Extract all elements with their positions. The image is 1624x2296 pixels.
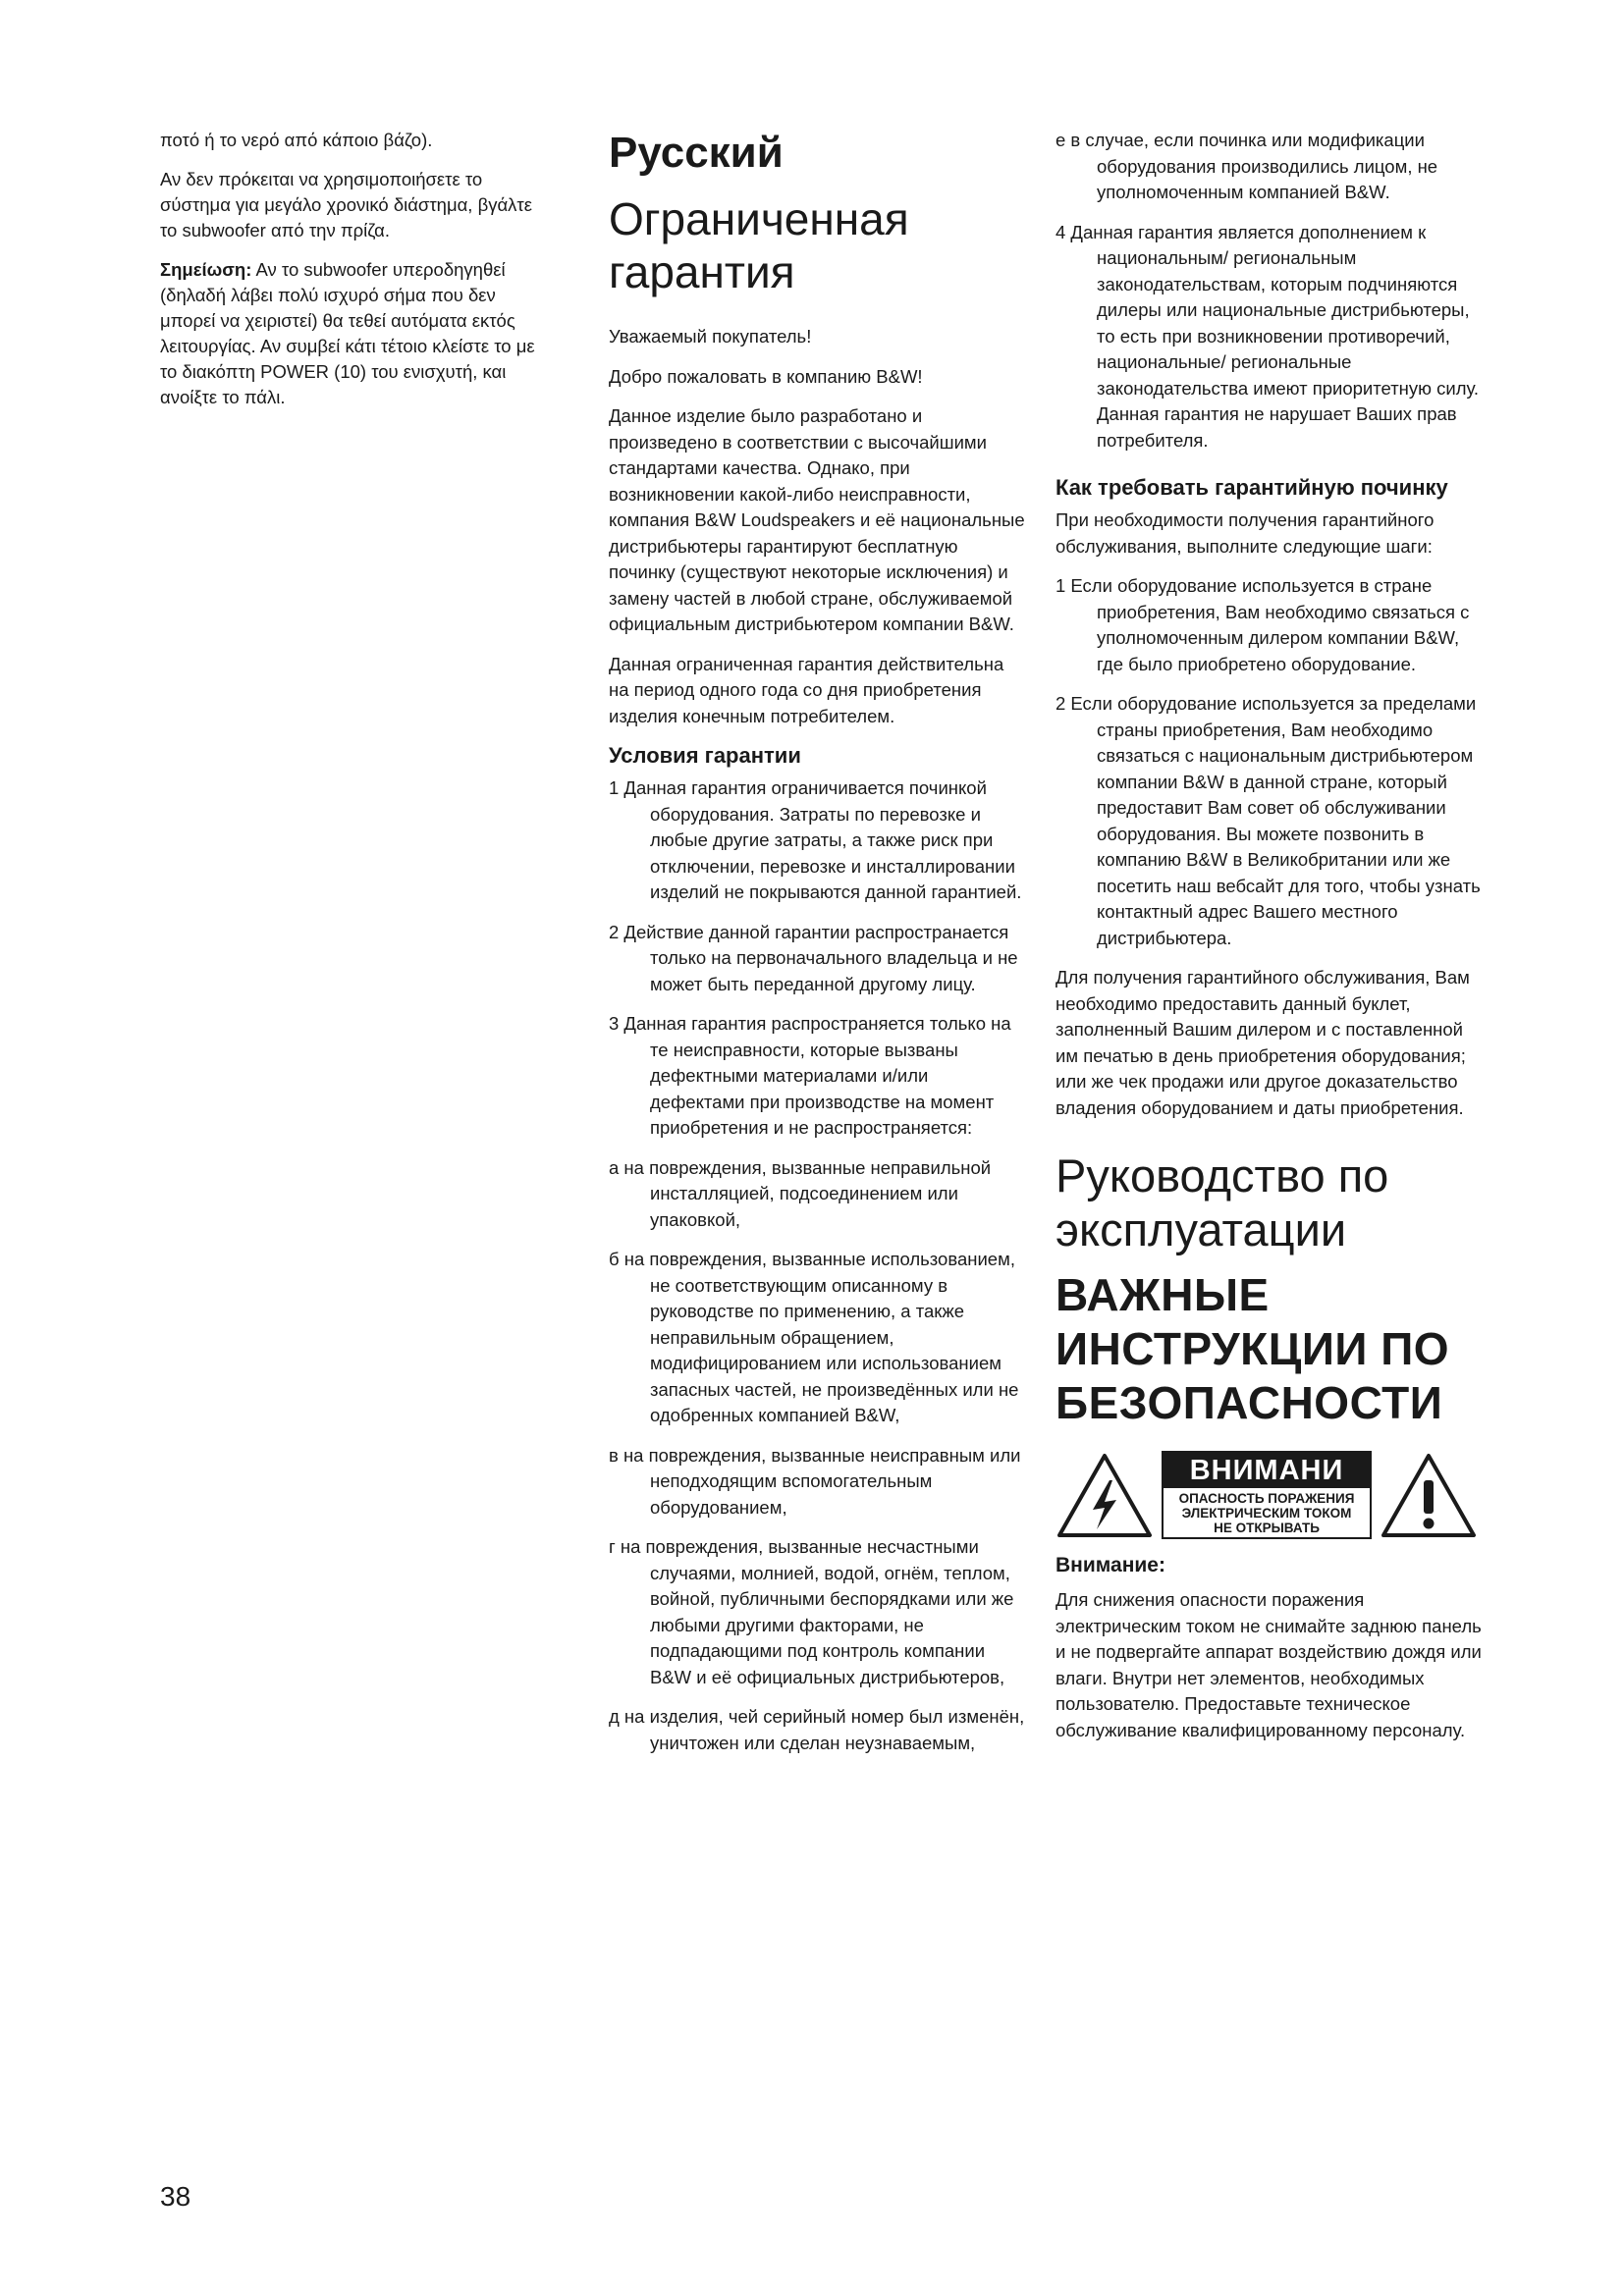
conditions-heading: Условия гарантии bbox=[609, 743, 801, 768]
manual-title: Руководство по эксплуатации bbox=[1056, 1149, 1389, 1255]
condition-subitem: д на изделия, чей серийный номер был изменён, уничтожен или сделан неузнаваемым, bbox=[609, 1706, 1025, 1753]
page-number: 38 bbox=[160, 2181, 191, 2212]
warning-label-line: ЭЛЕКТРИЧЕСКИМ ТОКОМ bbox=[1181, 1505, 1352, 1521]
condition-subitem: б на повреждения, вызванные использованием, не соответствующим описанному в руководстве по применению, а также неправильным обращением, модифицированием или использованием запасных частей, не произведённых или не одобренных компанией B&W, bbox=[609, 1249, 1019, 1425]
lightning-warning-icon bbox=[1056, 1451, 1154, 1539]
warning-label-line: НЕ ОТКРЫВАТЬ bbox=[1214, 1520, 1320, 1535]
greeting: Уважаемый покупатель! bbox=[609, 326, 812, 347]
claim-outro: Для получения гарантийного обслуживания, Вам необходимо предоставить данный буклет, заполненный Вашим дилером и с поставленной им печатью в день приобретения оборудования; или же чек продажи или другое доказательство владения оборудованием и даты приобретения. bbox=[1056, 967, 1470, 1118]
claim-heading: Как требовать гарантийную починку bbox=[1056, 475, 1448, 500]
condition-subitem: в на повреждения, вызванные неисправным или неподходящим вспомогательным оборудованием, bbox=[609, 1444, 1021, 1518]
warning-label bbox=[1162, 1451, 1372, 1539]
condition-item: 4 Данная гарантия является дополнением к национальным/ региональным законодательствам, которым подчиняются дилеры или национальные дистрибьютеры, то есть при возникновении противоречий, национальные/ региональные законодательства имеют приоритетную силу. Данная гарантия не нарушает Ваших прав потребителя. bbox=[1056, 221, 1480, 451]
intro-paragraph: Данное изделие было разработано и произведено в соответствии с высочайшими стандартами качества. Однако, при возникновении какой-либо неисправности, компания B&W Loudspeakers и её национальные дистрибьютеры гарантируют бесплатную починку (существуют некоторые исключения) и замену частей в любой стране, обслуживаемой официальным дистрибьютером компании B&W. bbox=[609, 405, 1025, 634]
greek-paragraph: Αν δεν πρόκειται να χρησιμοποιήσετε το σύστημα για μεγάλο χρονικό διάστημα, βγάλτε το subwoofer από την πρίζα. bbox=[160, 169, 532, 240]
warning-symbols bbox=[1056, 1446, 1478, 1544]
note-label: Σημείωση: bbox=[160, 259, 252, 280]
condition-subitem: а на повреждения, вызванные неправильной инсталляцией, подсоединением или упаковкой, bbox=[609, 1156, 992, 1230]
caution-heading: Внимание: bbox=[1056, 1554, 1165, 1576]
condition-subitem: е в случае, если починка или модификации оборудования производились лицом, не уполномоченным компанией B&W. bbox=[1056, 130, 1438, 202]
warning-label-text bbox=[1164, 1488, 1370, 1537]
warranty-column bbox=[609, 128, 1026, 1770]
condition-subitem: г на повреждения, вызванные несчастными случаями, молнией, водой, огнём, теплом, войной, публичными беспорядками или же любыми другими факторами, не подпадающими под контроль компании B&W и её официальных дистрибьютеров, bbox=[609, 1536, 1014, 1687]
claim-step: 2 Если оборудование используется за пределами страны приобретения, Вам необходимо связаться с национальным дистрибьютером компании B&W в данной стране, который предоставит Вам совет об обслуживании оборудования. Вы можете позвонить в компанию B&W в Великобритании или же посетить наш вебсайт для того, чтобы узнать контактный адрес Вашего местного дистрибьютера. bbox=[1056, 693, 1481, 948]
condition-item: 2 Действие данной гарантии распространается только на первоначального владельца и не может быть переданной другому лицу. bbox=[609, 921, 1018, 994]
period-paragraph: Данная ограниченная гарантия действительна на период одного года со дня приобретения изделия конечным потребителем. bbox=[609, 653, 1004, 726]
warning-label-line: ОПАСНОСТЬ ПОРАЖЕНИЯ bbox=[1178, 1490, 1355, 1506]
language-heading: Русский bbox=[609, 129, 784, 177]
caution-text: Для снижения опасности поражения электрическим током не снимайте заднюю панель и не подвергайте аппарат воздействию дождя или влаги. Внутри нет элементов, необходимых пользователю. Предоставьте техническое обслуживание квалифицированному персоналу. bbox=[1056, 1589, 1482, 1740]
claim-intro: При необходимости получения гарантийного обслуживания, выполните следующие шаги: bbox=[1056, 509, 1435, 557]
welcome: Добро пожаловать в компанию B&W! bbox=[609, 365, 923, 387]
note-text: Αν το subwoofer υπεροδηγηθεί (δηλαδή λάβει πολύ ισχυρό σήμα που δεν μπορεί να χειριστεί) θα τεθεί αυτόματα εκτός λειτουργίας. Αν συμβεί κάτι τέτοιο κλείστε το με το διακόπτη POWER (10) του ενισχυτή, και ανοίξτε το πάλι. bbox=[160, 259, 535, 407]
warning-label-title: ВНИМАНИ bbox=[1164, 1453, 1370, 1488]
greek-column bbox=[160, 128, 548, 424]
warranty-title: Ограниченная гарантия bbox=[609, 193, 909, 297]
exclamation-warning-icon bbox=[1380, 1451, 1478, 1539]
greek-paragraph: ποτό ή το νερό από κάποιο βάζο). bbox=[160, 130, 433, 150]
claim-step: 1 Если оборудование используется в стране приобретения, Вам необходимо связаться с уполномоченным дилером компании B&W, где было приобретено оборудование. bbox=[1056, 575, 1470, 674]
claim-column bbox=[1056, 128, 1488, 1757]
greek-note bbox=[160, 257, 548, 410]
condition-item: 3 Данная гарантия распространяется только на те неисправности, которые вызваны дефектными материалами и/или дефектами при производстве на момент приобретения и не распространяется: bbox=[609, 1013, 1011, 1138]
condition-item: 1 Данная гарантия ограничивается починкой оборудования. Затраты по перевозке и любые другие затраты, а также риск при отключении, перевозке и инсталлировании изделий не покрываются данной гарантией. bbox=[609, 777, 1022, 902]
safety-title: ВАЖНЫЕ ИНСТРУКЦИИ ПО БЕЗОПАСНОСТИ bbox=[1056, 1269, 1450, 1428]
